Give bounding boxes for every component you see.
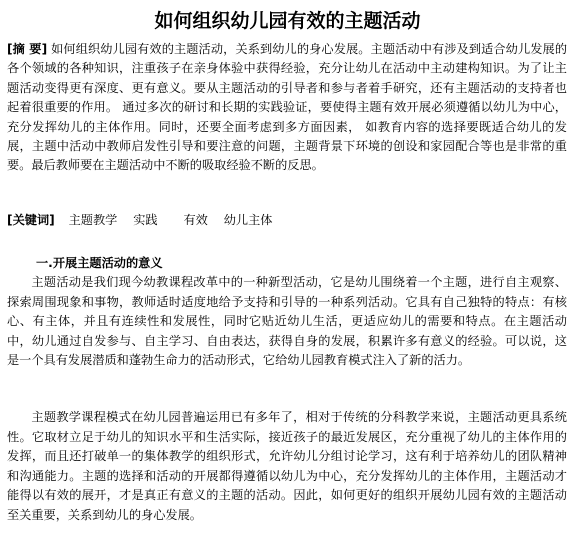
body-paragraph: 主题活动是我们现今幼教课程改革中的一种新型活动，它是幼儿围绕着一个主题，进行自主观察、探索周围现象和事物，教师适时适度地给予支持和引导的一种系列活动。它具有自己独特的特点：有核心、有主体，并且有连续性和发展性，同时它贴近幼儿生活，更适应幼儿的需要和特点。在主题活动中，幼儿通过自发参与、自主学习、自由表达，获得自身的发展，积累许多有意义的经验。可以说，这是一个具有发展潜质和蓬勃生命力的活动形式，它给幼儿园教育模式注入了新的活力。 [7,275,567,368]
keyword-item: 主题教学 [68,213,118,227]
keyword-item: 有效 [183,213,208,227]
keyword-item: 实践 [133,213,158,227]
keyword-item: 幼儿主体 [223,213,273,227]
body-paragraph: 主题教学课程模式在幼儿园普遍运用已有多年了，相对于传统的分科教学来说，主题活动更具系统性。它取材立足于幼儿的知识水平和生活实际，接近孩子的最近发展区，充分重视了幼儿的主体作用的发挥，而且还打破单一的集体教学的组织形式，允许幼儿分组讨论学习，这有利于培养幼儿的团队精神和沟通能力。主题的选择和活动的开展都得遵循以幼儿为中心，充分发挥幼儿的主体作用，主题活动才能得以有效的展开，才是真正有意义的主题的活动。因此，如何更好的组织开展幼儿园有效的主题活动至关重要，关系到幼儿的身心发展。 [7,410,567,522]
abstract-label: [摘 要] [7,42,48,56]
abstract-block [7,40,567,176]
section-heading: 一.开展主题活动的意义 [36,256,163,270]
keywords-label: [关键词] [7,213,55,227]
abstract-text: 如何组织幼儿园有效的主题活动，关系到幼儿的身心发展。主题活动中有涉及到适合幼儿发展的各个领域的各种知识，注重孩子在亲身体验中获得经验，充分让幼儿在活动中主动建构知识。为了让主题活动变得更有深度、更有意义。要从主题活动的引导者和参与者着手研究，还有主题活动的支持者也起着很重要的作用。 通过多次的研讨和长期的实践验证，要使得主题有效开展必须遵循以幼儿为中心，充分发挥幼儿的主体作用。同时，还要全面考虑到多方面因素， 如教育内容的选择要既适合幼儿的发展，主题中活动中教师启发性引导和要注意的问题，主题背景下环境的创设和家园配合等也是非常的重要。最后教师要在主题活动中不断的吸取经验不断的反思。 [7,42,568,173]
keywords-line [7,211,567,230]
document-title: 如何组织幼儿园有效的主题活动 [154,10,421,32]
